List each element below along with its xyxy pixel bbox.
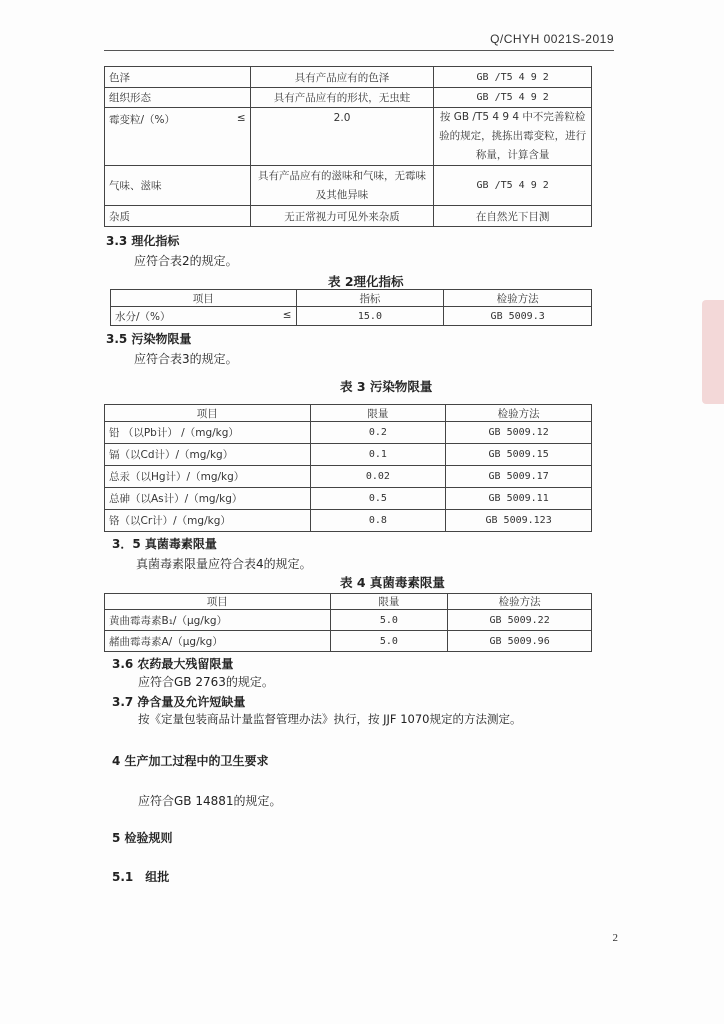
table-cell: GB 5009.11 [446,488,592,510]
column-header: 限量 [310,405,446,422]
column-header: 限量 [330,594,448,610]
table-cell: 0.2 [310,422,446,444]
table-row [111,307,592,326]
table-cell: 5.0 [330,610,448,631]
mycotoxin-table [104,593,592,652]
table-cell: GB 5009.17 [446,466,592,488]
section-text: 应符合GB 14881的规定。 [138,794,282,808]
table-cell: 具有产品应有的色泽 [250,67,434,88]
table-cell: 总汞（以Hg计）/（mg/kg） [105,466,311,488]
table-cell: 0.8 [310,510,446,532]
column-header: 检验方法 [448,594,592,610]
header-rule [104,50,614,51]
table-caption: 表 2理化指标 [328,274,404,289]
table-row [105,510,592,532]
table-cell: 黄曲霉毒素B₁/（μg/kg） [105,610,331,631]
column-header: 检验方法 [446,405,592,422]
seal-stamp-fragment [702,300,724,404]
table-header-row [105,594,592,610]
section-text: 应符合GB 2763的规定。 [138,675,274,689]
table-caption: 表 3 污染物限量 [340,379,433,394]
table-row [105,108,592,166]
table-cell: GB /T5 4 9 2 [434,67,592,88]
section-heading: 3.5 污染物限量 [106,332,192,346]
table-cell: 杂质 [105,206,251,227]
section-heading: 5.1 组批 [112,870,170,884]
section-heading: 4 生产加工过程中的卫生要求 [112,754,269,768]
table-cell: GB 5009.3 [444,307,592,326]
item-label: 水分/（%） [115,310,171,323]
physchem-table [110,289,592,326]
table-cell: 15.0 [296,307,444,326]
table-cell: 组织形态 [105,88,251,108]
table-row [105,466,592,488]
table-row [105,67,592,88]
table-cell: GB /T5 4 9 2 [434,166,592,206]
table-cell: 0.02 [310,466,446,488]
table-row [105,610,592,631]
table-cell: 色泽 [105,67,251,88]
le-symbol: ≤ [282,308,292,321]
column-header: 检验方法 [444,290,592,307]
table-header-row [105,405,592,422]
column-header: 项目 [111,290,297,307]
table-caption: 表 4 真菌毒素限量 [340,575,445,590]
contaminant-table [104,404,592,532]
table-cell: 铅 （以Pb计） /（mg/kg） [105,422,311,444]
section-heading: 3.3 理化指标 [106,234,180,248]
table-row [105,422,592,444]
table-cell: 镉（以Cd计）/（mg/kg） [105,444,311,466]
table-cell: 5.0 [330,631,448,652]
column-header: 指标 [296,290,444,307]
column-header: 项目 [105,405,311,422]
table-cell: 按 GB /T5 4 9 4 中不完善粒检验的规定，挑拣出霉变粒，进行称量，计算含量 [434,108,592,166]
sensory-table [104,66,592,227]
table-cell: 赭曲霉毒素A/（μg/kg） [105,631,331,652]
table-cell: 无正常视力可见外来杂质 [250,206,434,227]
section-heading: 3.7 净含量及允许短缺量 [112,695,246,709]
section-heading: 3．5 真菌毒素限量 [112,537,217,551]
table-row [105,206,592,227]
section-text: 应符合表2的规定。 [134,254,238,268]
table-row [105,488,592,510]
table-cell: 0.1 [310,444,446,466]
table-header-row [111,290,592,307]
item-label: 霉变粒/（%） [109,114,176,126]
table-cell: 气味、滋味 [105,166,251,206]
table-cell: 铬（以Cr计）/（mg/kg） [105,510,311,532]
section-heading: 5 检验规则 [112,831,173,845]
table-cell: 具有产品应有的形状，无虫蛀 [250,88,434,108]
table-cell: GB 5009.15 [446,444,592,466]
table-row [105,88,592,108]
table-cell: 具有产品应有的滋味和气味，无霉味及其他异味 [250,166,434,206]
table-cell: GB 5009.22 [448,610,592,631]
section-text: 真菌毒素限量应符合表4的规定。 [136,557,312,571]
page-number: 2 [612,932,618,944]
table-row [105,631,592,652]
le-symbol: ≤ [236,112,246,124]
table-cell: 总砷（以As计）/（mg/kg） [105,488,311,510]
section-text: 应符合表3的规定。 [134,352,238,366]
doc-code: Q/CHYH 0021S-2019 [490,32,614,46]
table-cell [111,307,297,326]
section-heading: 3.6 农药最大残留限量 [112,657,234,671]
table-cell [105,108,251,166]
table-cell: GB 5009.96 [448,631,592,652]
table-cell: 在自然光下目测 [434,206,592,227]
column-header: 项目 [105,594,331,610]
section-text: 按《定量包装商品计量监督管理办法》执行，按 JJF 1070规定的方法测定。 [138,712,522,726]
table-row [105,444,592,466]
table-cell: GB /T5 4 9 2 [434,88,592,108]
table-cell: GB 5009.12 [446,422,592,444]
table-row [105,166,592,206]
table-cell: 0.5 [310,488,446,510]
table-cell: GB 5009.123 [446,510,592,532]
table-cell: 2.0 [250,108,434,166]
